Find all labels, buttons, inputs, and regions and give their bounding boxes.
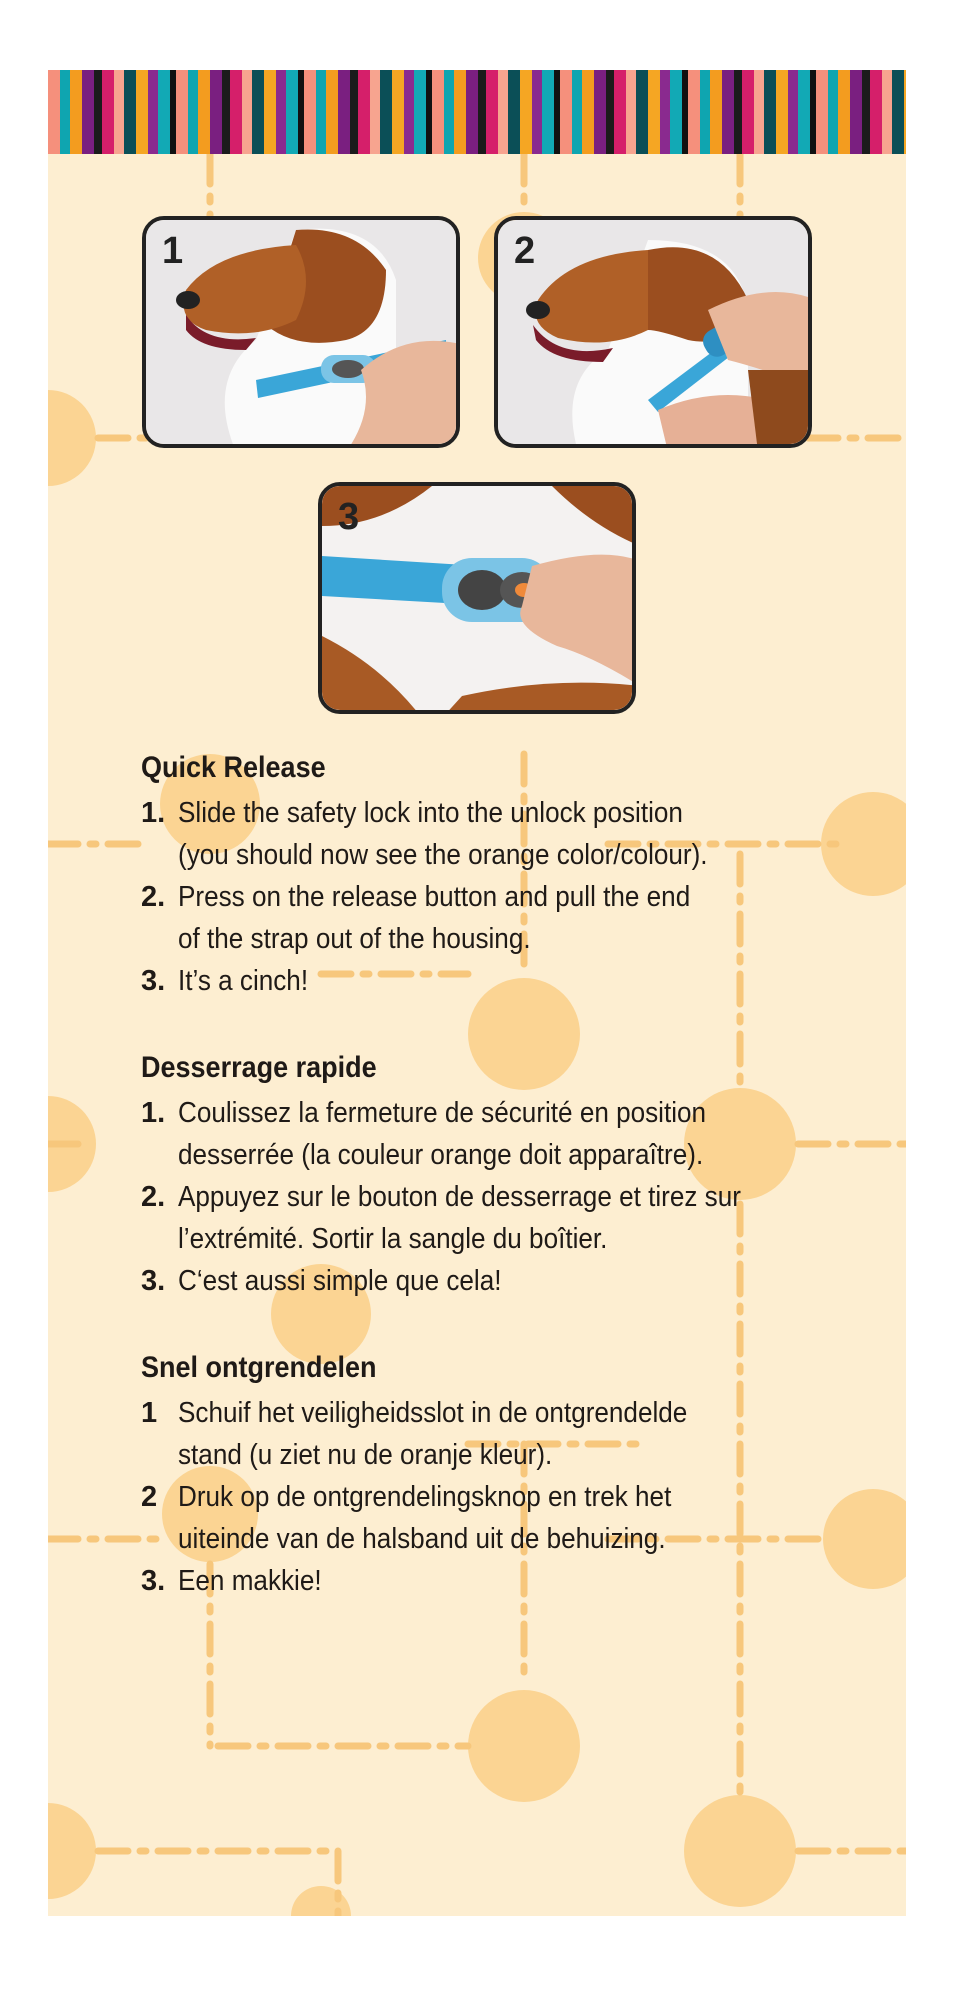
- dog-collar-release-photo-icon: [498, 220, 812, 448]
- step-text: Schuif het veiligheidsslot in de ontgrendelde stand (u ziet nu de oranje kleur).: [178, 1397, 688, 1471]
- step-text: Druk op de ontgrendelingsknop en trek het uiteinde van de halsband uit de behuizing.: [178, 1481, 672, 1555]
- section-title: Snel ontgrendelen: [141, 1351, 377, 1384]
- step-number: 3.: [141, 1565, 166, 1597]
- step-item: [141, 876, 841, 960]
- step-text: Slide the safety lock into the unlock position (you should now see the orange color/colour).: [178, 797, 708, 871]
- section-title: Quick Release: [141, 751, 326, 784]
- striped-header-band: [48, 70, 906, 154]
- step-item: [141, 1560, 841, 1602]
- instruction-panel: [48, 70, 906, 1916]
- section-french: [141, 1048, 841, 1302]
- photo-number: 1: [162, 230, 184, 272]
- step-text: Appuyez sur le bouton de desserrage et tirez sur l’extrémité. Sortir la sangle du boîtier.: [178, 1181, 741, 1255]
- step-number: 2: [141, 1481, 158, 1513]
- section-title: Desserrage rapide: [141, 1051, 377, 1084]
- step-text: Press on the release button and pull the end of the strap out of the housing.: [178, 881, 691, 955]
- photo-step-3: [318, 482, 636, 714]
- step-item: [141, 1176, 841, 1260]
- photo-number: 2: [514, 230, 536, 272]
- step-text: Coulissez la fermeture de sécurité en position desserrée (la couleur orange doit apparaître).: [178, 1097, 707, 1171]
- section-dutch: [141, 1348, 841, 1602]
- step-number: 2.: [141, 881, 166, 913]
- step-text: C‘est aussi simple que cela!: [178, 1265, 502, 1297]
- step-number: 1: [141, 1397, 158, 1429]
- step-item: [141, 1092, 841, 1176]
- photo-step-1: [142, 216, 460, 448]
- dog-collar-photo-icon: [146, 220, 460, 448]
- step-number: 2.: [141, 1181, 166, 1213]
- collar-lock-closeup-photo-icon: [322, 486, 636, 714]
- step-item: [141, 1392, 841, 1476]
- section-english: [141, 748, 841, 1002]
- step-number: 1.: [141, 1097, 166, 1129]
- step-item: [141, 960, 841, 1002]
- photo-number: 3: [338, 496, 360, 538]
- step-number: 3.: [141, 965, 166, 997]
- step-item: [141, 792, 841, 876]
- step-number: 3.: [141, 1265, 166, 1297]
- step-item: [141, 1476, 841, 1560]
- step-item: [141, 1260, 841, 1302]
- step-text: Een makkie!: [178, 1565, 322, 1597]
- photo-step-2: [494, 216, 812, 448]
- step-number: 1.: [141, 797, 166, 829]
- step-text: It’s a cinch!: [178, 965, 309, 997]
